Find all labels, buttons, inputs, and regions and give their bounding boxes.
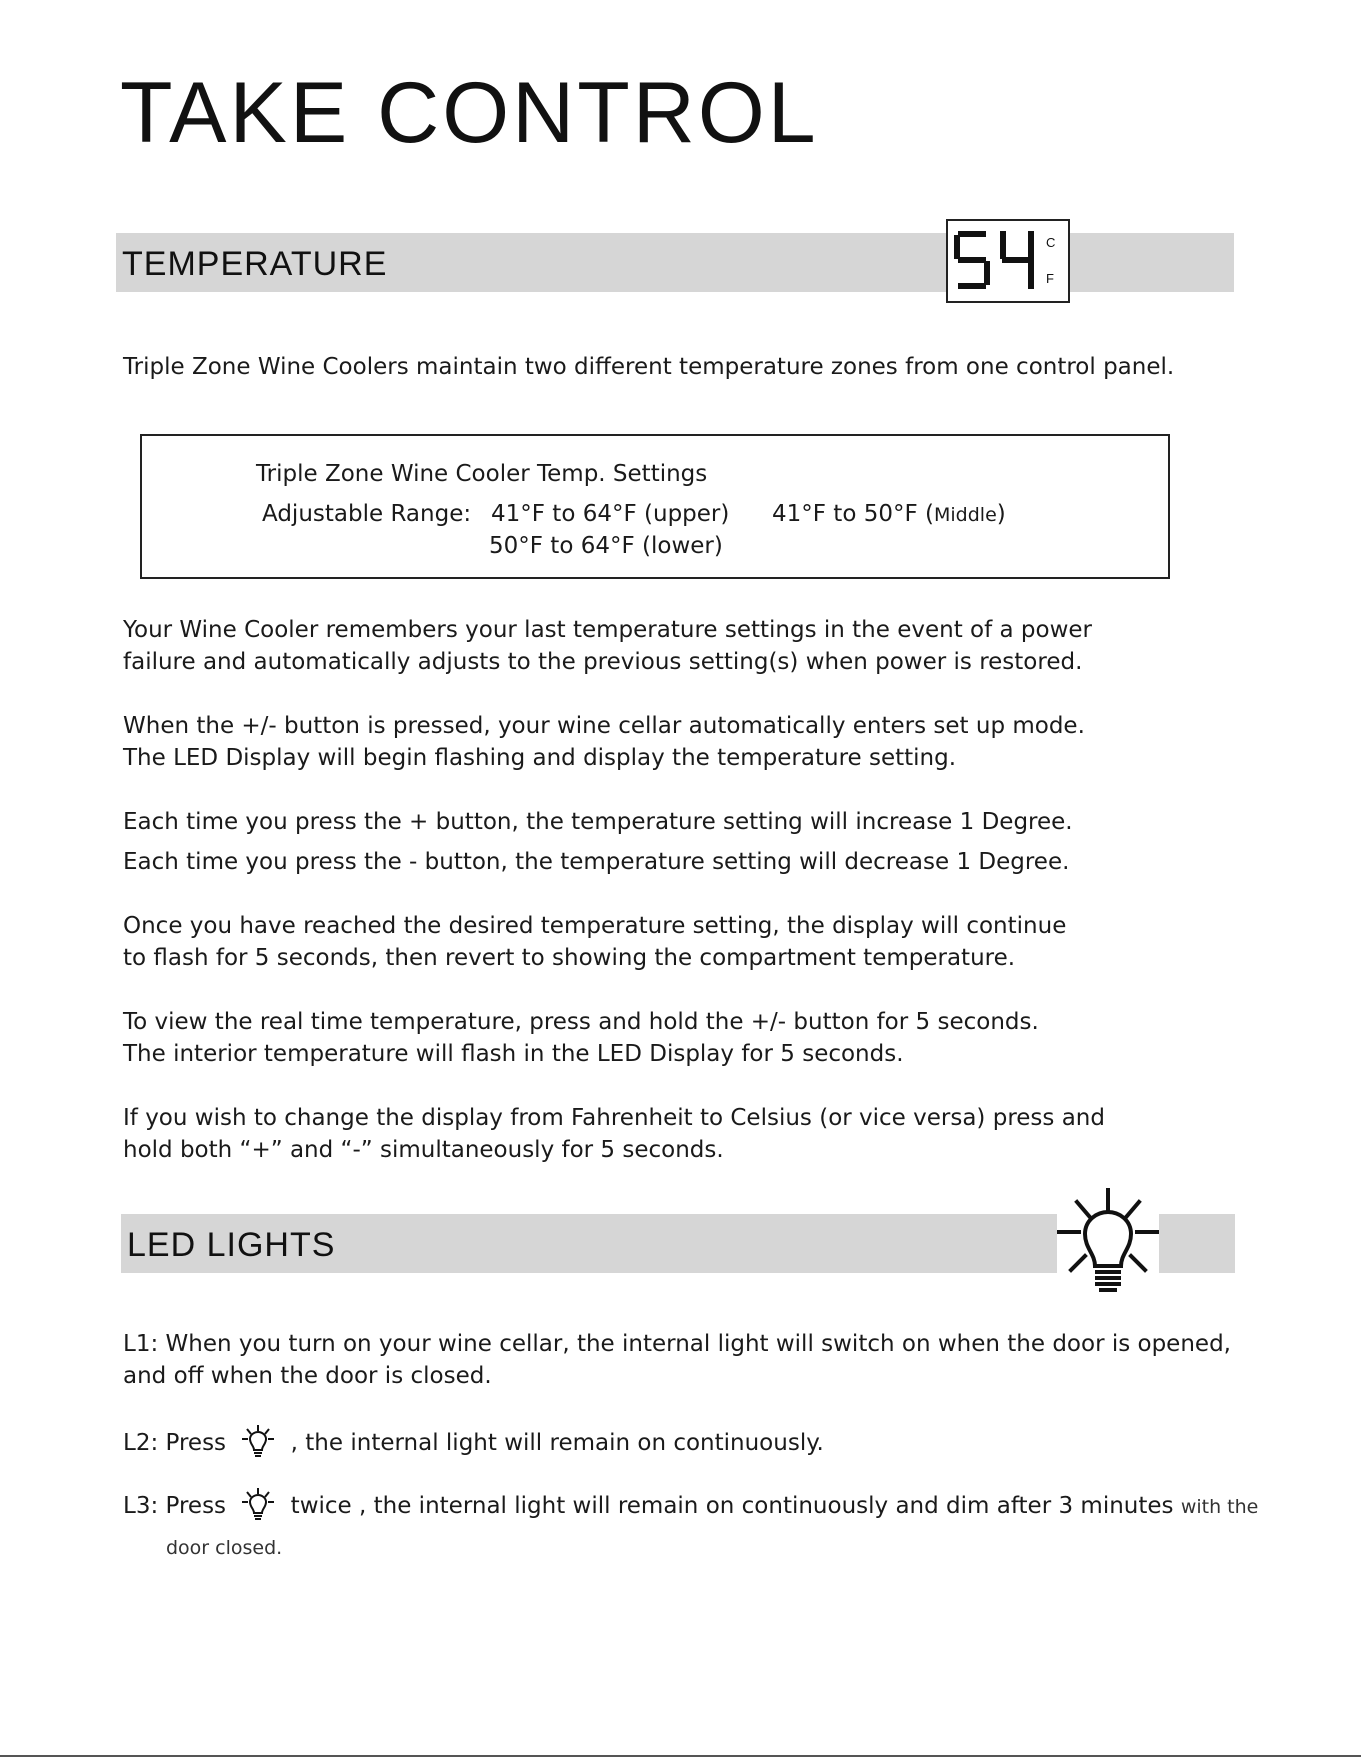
page-title: TAKE CONTROL — [120, 65, 819, 161]
paragraph-line: Once you have reached the desired temperature setting, the display will continue — [123, 913, 1067, 939]
range-upper: 41°F to 64°F (upper) — [491, 501, 730, 527]
l3-prefix: L3: Press — [123, 1493, 227, 1519]
range-middle-word: Middle — [934, 504, 997, 526]
paragraph-line: If you wish to change the display from Fahrenheit to Celsius (or vice versa) press and — [123, 1105, 1105, 1131]
bottom-divider — [0, 1755, 1361, 1757]
range-label: Adjustable Range: — [262, 501, 472, 527]
paragraph-line: Each time you press the - button, the temperature setting will decrease 1 Degree. — [123, 849, 1070, 875]
unit-c-label: C — [1046, 235, 1056, 250]
light-bulb-icon — [241, 1487, 275, 1521]
paragraph-line: hold both “+” and “-” simultaneously for 5 seconds. — [123, 1137, 724, 1163]
unit-f-label: F — [1046, 271, 1054, 286]
paragraph-line: to flash for 5 seconds, then revert to showing the compartment temperature. — [123, 945, 1016, 971]
temp-settings-box — [140, 434, 1170, 579]
l2-line — [123, 1424, 824, 1459]
paragraph-line: Each time you press the + button, the temperature setting will increase 1 Degree. — [123, 809, 1073, 835]
temperature-intro: Triple Zone Wine Coolers maintain two different temperature zones from one control panel. — [123, 354, 1175, 380]
temperature-heading: TEMPERATURE — [122, 245, 388, 283]
l3-tail: with the — [1180, 1496, 1259, 1518]
led-temperature-display — [946, 219, 1070, 303]
l3-suffix: twice , the internal light will remain on continuously and dim after 3 minutes — [290, 1493, 1174, 1519]
seven-segment-icon — [948, 221, 1068, 301]
settings-title: Triple Zone Wine Cooler Temp. Settings — [256, 461, 708, 487]
light-bulb-icon — [1057, 1186, 1159, 1294]
l1-line-2: and off when the door is closed. — [123, 1363, 492, 1389]
led-lights-heading: LED LIGHTS — [127, 1226, 336, 1264]
l3-line-2: door closed. — [166, 1537, 283, 1559]
range-middle-close: ) — [996, 501, 1006, 527]
range-lower: 50°F to 64°F (lower) — [489, 533, 723, 559]
l3-line — [123, 1487, 1258, 1523]
paragraph-line: To view the real time temperature, press and hold the +/- button for 5 seconds. — [123, 1009, 1039, 1035]
paragraph-line: When the +/- button is pressed, your wine cellar automatically enters set up mode. — [123, 713, 1085, 739]
l2-prefix: L2: Press — [123, 1430, 227, 1456]
paragraph-line: failure and automatically adjusts to the previous setting(s) when power is restored. — [123, 649, 1083, 675]
paragraph-line: The LED Display will begin flashing and display the temperature setting. — [123, 745, 957, 771]
paragraph-line: The interior temperature will flash in the LED Display for 5 seconds. — [123, 1041, 904, 1067]
light-bulb-icon — [241, 1424, 275, 1458]
l2-suffix: , the internal light will remain on continuously. — [290, 1430, 824, 1456]
range-middle — [772, 498, 1006, 531]
range-middle-value: 41°F to 50°F ( — [772, 501, 934, 527]
l1-line-1: L1: When you turn on your wine cellar, the internal light will switch on when the door is opened, — [123, 1331, 1231, 1357]
paragraph-line: Your Wine Cooler remembers your last temperature settings in the event of a power — [123, 617, 1093, 643]
